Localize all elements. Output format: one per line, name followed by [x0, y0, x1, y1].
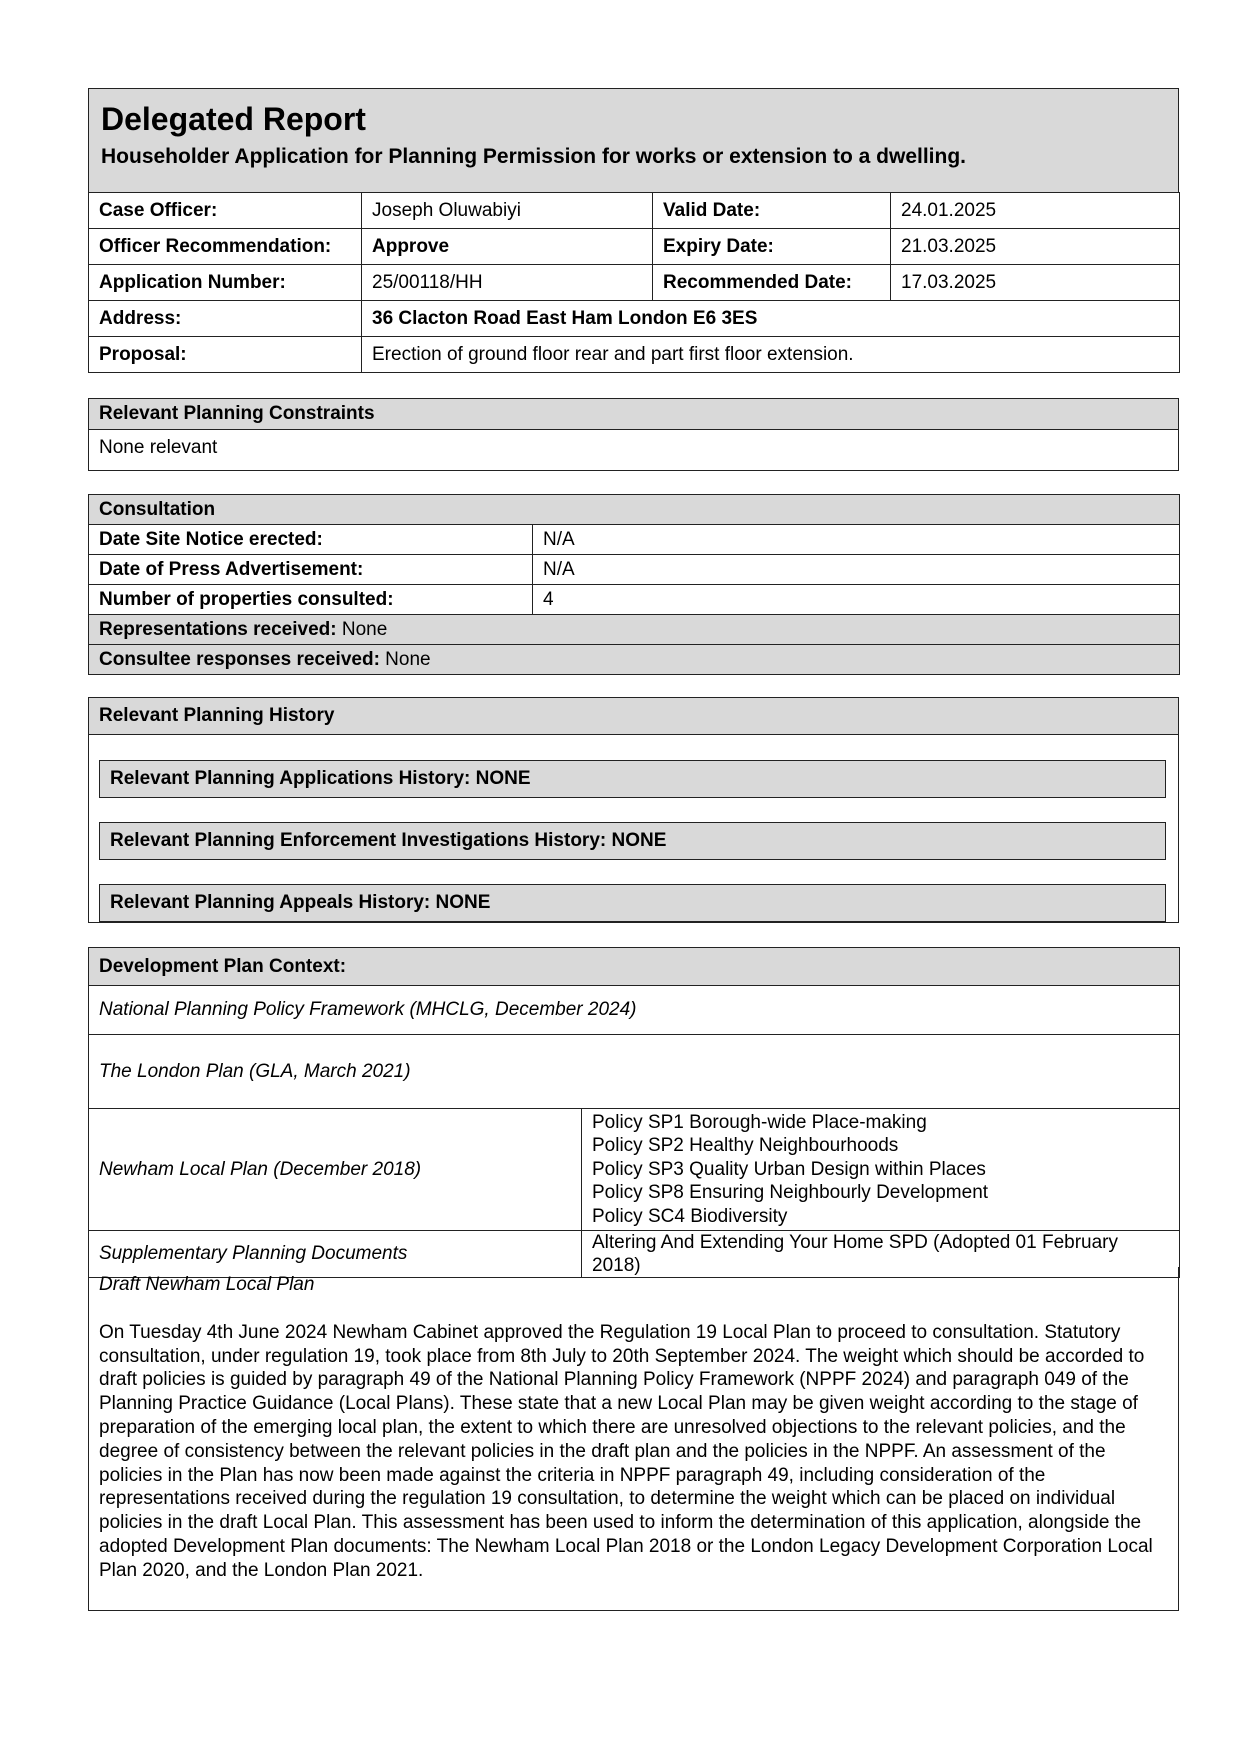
report-title: Delegated Report	[101, 101, 366, 137]
representations-value: None	[336, 618, 388, 640]
case-officer-label: Case Officer:	[89, 193, 362, 229]
table-row	[89, 555, 1180, 585]
consultation-section	[88, 494, 1179, 675]
policy-item: Policy SP1 Borough-wide Place-making	[592, 1111, 927, 1133]
table-row	[89, 948, 1180, 986]
table-row	[89, 525, 1180, 555]
development-plan-section	[88, 947, 1179, 1278]
representations-label: Representations received:	[99, 618, 337, 640]
application-number-label: Application Number:	[89, 265, 362, 301]
table-row	[89, 337, 1180, 373]
london-plan-row: The London Plan (GLA, March 2021)	[89, 1035, 1180, 1109]
table-row	[89, 645, 1180, 675]
proposal-label: Proposal:	[89, 337, 362, 373]
section-heading: Consultation	[89, 495, 1180, 525]
application-number-value: 25/00118/HH	[362, 265, 653, 301]
spd-value: Altering And Extending Your Home SPD (Adopted 01 February 2018)	[582, 1231, 1180, 1278]
consultation-label: Date of Press Advertisement:	[89, 555, 533, 585]
table-row	[89, 1109, 1180, 1231]
address-value: 36 Clacton Road East Ham London E6 3ES	[362, 301, 1180, 337]
appeals-history: Relevant Planning Appeals History: NONE	[99, 884, 1166, 922]
recommendation-value: Approve	[362, 229, 653, 265]
draft-local-plan-section	[88, 1267, 1179, 1611]
expiry-date-label: Expiry Date:	[653, 229, 891, 265]
consultee-label: Consultee responses received:	[99, 648, 380, 670]
policy-item: Policy SC4 Biodiversity	[592, 1205, 788, 1227]
expiry-date-value: 21.03.2025	[891, 229, 1180, 265]
table-row	[89, 495, 1180, 525]
section-heading: Development Plan Context:	[89, 948, 1180, 986]
recommendation-label: Officer Recommendation:	[89, 229, 362, 265]
newham-plan-label: Newham Local Plan (December 2018)	[89, 1109, 582, 1231]
table-row	[89, 193, 1180, 229]
consultee-value: None	[379, 648, 431, 670]
constraints-body: None relevant	[99, 437, 218, 458]
valid-date-label: Valid Date:	[653, 193, 891, 229]
section-heading: Relevant Planning History	[89, 698, 1178, 735]
table-row	[89, 585, 1180, 615]
draft-plan-body: On Tuesday 4th June 2024 Newham Cabinet approved the Regulation 19 Local Plan to proceed to consultation. Statutory consultation, under regulation 19, took place from 8th July to 20th September 2024. The weight which should be accorded to draft policies is guided by paragraph 49 of the National Planning Policy Framework (NPPF 2024) and paragraph 049 of the Planning Practice Guidance (Local Plans). These state that a new Local Plan may be given weight according to the stage of preparation of the emerging local plan, the extent to which there are unresolved objections to the relevant policies, and the degree of consistency between the relevant policies in the draft plan and the policies in the NPPF. An assessment of the policies in the Plan has now been made against the criteria in NPPF paragraph 49, including consideration of the representations received during the regulation 19 consultation, to determine the weight which can be placed on individual policies in the draft Local Plan. This assessment has been used to inform the determination of this application, alongside the adopted Development Plan documents: The Newham Local Plan 2018 or the London Legacy Development Corporation Local Plan 2020, and the London Plan 2021.	[99, 1321, 1153, 1581]
table-row	[89, 229, 1180, 265]
table-row	[89, 265, 1180, 301]
proposal-value: Erection of ground floor rear and part first floor extension.	[362, 337, 1180, 373]
draft-plan-heading: Draft Newham Local Plan	[99, 1274, 315, 1295]
table-row	[89, 986, 1180, 1035]
report-subtitle: Householder Application for Planning Permission for works or extension to a dwelling.	[101, 145, 966, 168]
applications-history: Relevant Planning Applications History: NONE	[99, 760, 1166, 798]
recommended-date-label: Recommended Date:	[653, 265, 891, 301]
valid-date-value: 24.01.2025	[891, 193, 1180, 229]
planning-history-section	[88, 697, 1179, 923]
consultation-label: Date Site Notice erected:	[89, 525, 533, 555]
application-summary-table	[88, 192, 1179, 373]
policy-item: Policy SP3 Quality Urban Design within Places	[592, 1158, 986, 1180]
policy-item: Policy SP2 Healthy Neighbourhoods	[592, 1135, 899, 1157]
newham-policy-list	[582, 1109, 1180, 1231]
section-heading: Relevant Planning Constraints	[89, 399, 1178, 430]
address-label: Address:	[89, 301, 362, 337]
policy-item: Policy SP8 Ensuring Neighbourly Development	[592, 1182, 989, 1204]
consultee-cell	[89, 645, 1180, 675]
consultation-value: N/A	[533, 555, 1180, 585]
consultation-value: N/A	[533, 525, 1180, 555]
spd-label: Supplementary Planning Documents	[89, 1231, 582, 1278]
enforcement-history: Relevant Planning Enforcement Investigations History: NONE	[99, 822, 1166, 860]
consultation-value: 4	[533, 585, 1180, 615]
table-row	[89, 615, 1180, 645]
consultation-label: Number of properties consulted:	[89, 585, 533, 615]
planning-constraints-section	[88, 398, 1179, 471]
table-row	[89, 301, 1180, 337]
case-officer-value: Joseph Oluwabiyi	[362, 193, 653, 229]
table-row	[89, 1035, 1180, 1109]
representations-cell	[89, 615, 1180, 645]
nppf-row: National Planning Policy Framework (MHCLG, December 2024)	[89, 986, 1180, 1035]
report-header	[88, 88, 1179, 192]
recommended-date-value: 17.03.2025	[891, 265, 1180, 301]
